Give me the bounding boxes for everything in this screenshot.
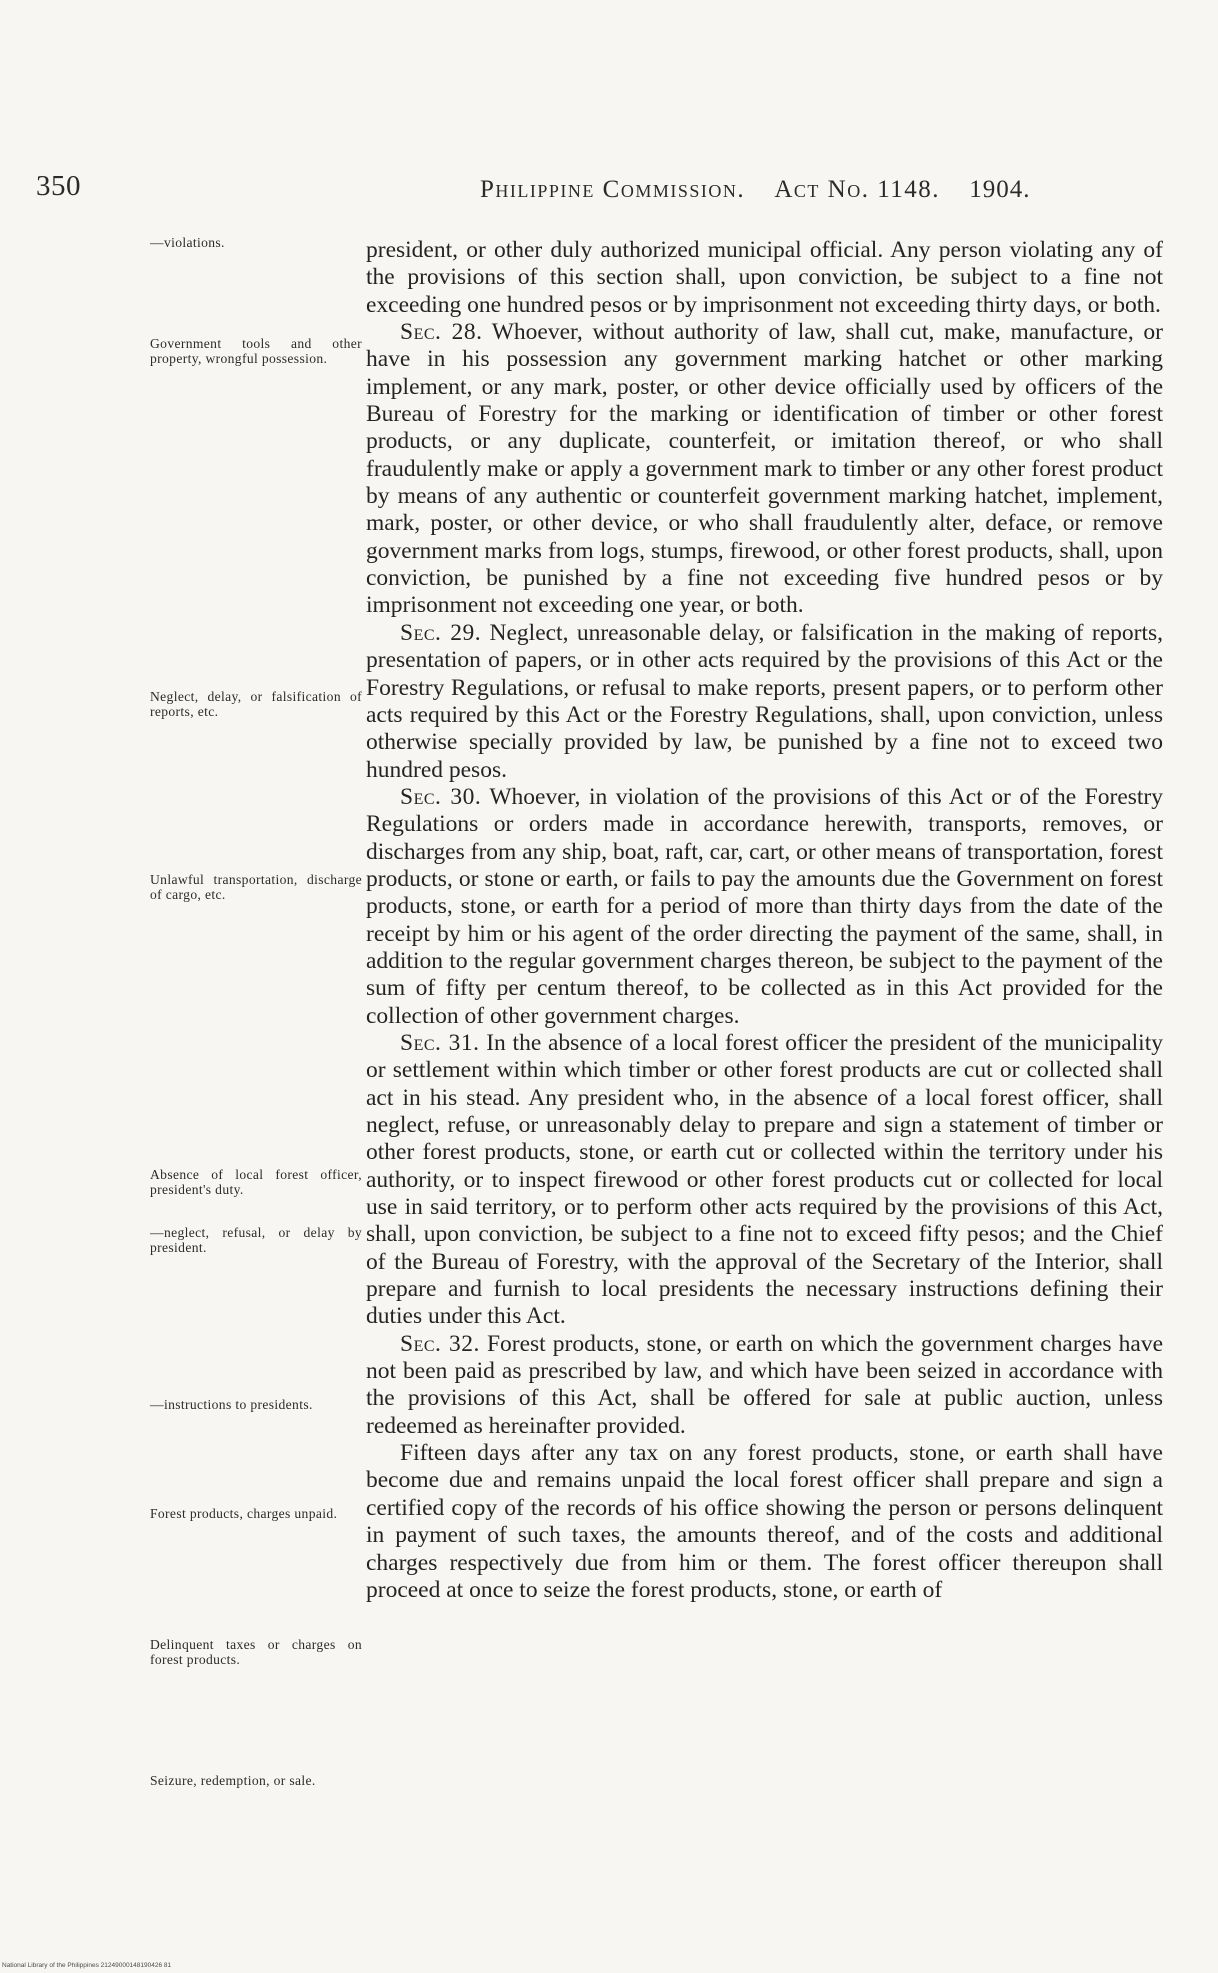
section-label: Sec. 32.: [400, 1330, 480, 1357]
section-label: Sec. 30.: [400, 783, 482, 810]
paragraph-sec-30: [366, 784, 1163, 1030]
paragraph-sec-32: [366, 1331, 1163, 1440]
paragraph-text: Whoever, in violation of the provisions of this Act or of the Forestry Regulations or orders made in accordance herewith, transports, removes, or discharges from any ship, boat, raft, car, cart, or other means of transportation, forest products, or stone or earth, or fails to pay the amounts due the Government on forest products, stone, or earth for a period of more than thirty days from the date of the receipt by him or his agent of the order directing the payment of the same, shall, in addition to the regular government charges thereon, be subject to the payment of the sum of fifty per centum thereof, to be collected as in this Act provided for the collection of other government charges.: [366, 783, 1163, 1029]
paragraph-sec-29: [366, 620, 1163, 784]
paragraph-text: Fifteen days after any tax on any forest products, stone, or earth shall have become due and remains unpaid the local forest officer shall prepare and sign a certified copy of the records of his office showing the person or persons delinquent in payment of such taxes, the amounts thereof, and of the costs and additional charges respectively due from him or them. The forest officer thereupon shall proceed at once to seize the forest products, stone, or earth of: [366, 1440, 1163, 1603]
paragraph-text: Forest products, stone, or earth on which the government charges have not been paid as prescribed by law, and which have been seized in accordance with the provisions of this Act, shall be offered for sale at public auction, unless redeemed as hereinafter provided.: [366, 1330, 1163, 1439]
running-head-year: 1904.: [969, 176, 1031, 203]
scan-source-strip: National Library of the Philippines 21249000148190426 81: [2, 1962, 172, 1969]
paragraph-text: In the absence of a local forest officer the president of the municipality or settlement within which timber or other forest products are cut or collected shall act in his stead. Any president who, in the absence of a local forest officer, shall neglect, refuse, or unreasonably delay to prepare and sign a statement of timber or other forest products, stone, or earth cut or collected within the territory under his authority, or to inspect firewood or other forest products cut or collected for local use in said territory, or to perform other acts required by the provisions of this Act, shall, upon conviction, be subject to a fine not to exceed fifty pesos; and the Chief of the Bureau of Forestry, with the approval of the Secretary of the Interior, shall prepare and furnish to local presidents the necessary instructions defining their duties under this Act.: [366, 1029, 1163, 1330]
margin-note: Forest products, charges unpaid.: [150, 1506, 338, 1521]
section-label: Sec. 29.: [400, 619, 482, 646]
page-number: 350: [36, 170, 81, 202]
running-head-commission: Philippine Commission.: [480, 176, 746, 203]
paragraph-sec-28: [366, 319, 1163, 620]
margin-note: —instructions to presidents.: [150, 1397, 313, 1412]
margin-note: Neglect, delay, or falsification of reports, etc.: [150, 689, 362, 719]
paragraph-sec-31: [366, 1030, 1163, 1331]
margin-note: Absence of local forest officer, president's duty.: [150, 1167, 362, 1197]
margin-note: Seizure, redemption, or sale.: [150, 1773, 316, 1788]
body-text: [366, 237, 1163, 1604]
paragraph-text: Whoever, without authority of law, shall cut, make, manufacture, or have in his possession any government marking hatchet or other marking implement, or any mark, poster, or other device officially used by officers of the Bureau of Forestry for the marking or identification of timber or other forest products, or any duplicate, counterfeit, or imitation thereof, or who shall fraudulently make or apply a government mark to timber or any other forest product by means of any authentic or counterfeit government marking hatchet, implement, mark, poster, or other device, or who shall fraudulently alter, deface, or remove government marks from logs, stumps, firewood, or other forest products, shall, upon conviction, be punished by a fine not exceeding five hundred pesos or by imprisonment not exceeding one year, or both.: [366, 319, 1164, 619]
paragraph-text: president, or other duly authorized municipal official. Any person violating any of the provisions of this section shall, upon conviction, be subject to a fine not exceeding one hundred pesos or by imprisonment not exceeding thirty days, or both.: [366, 237, 1163, 318]
running-head-act: Act No. 1148.: [774, 176, 941, 203]
section-label: Sec. 31.: [400, 1029, 480, 1056]
paragraph-text: Neglect, unreasonable delay, or falsification in the making of reports, presentation of papers, or in other acts required by the provisions of this Act or the Forestry Regulations, or refusal to make reports, present papers, or to perform other acts required by this Act or the Forestry Regulations, shall, upon conviction, unless otherwise specially provided by law, be punished by a fine not to exceed two hundred pesos.: [366, 619, 1164, 783]
margin-note: Delinquent taxes or charges on forest products.: [150, 1637, 362, 1667]
paragraph: [366, 237, 1163, 319]
paragraph: [366, 1440, 1163, 1604]
margin-note: —violations.: [150, 235, 225, 250]
section-label: Sec. 28.: [400, 319, 483, 346]
running-head: [480, 176, 1031, 204]
margin-note: Unlawful transportation, discharge of cargo, etc.: [150, 872, 362, 902]
margin-note: —neglect, refusal, or delay by president.: [150, 1225, 362, 1255]
margin-note: Government tools and other property, wrongful possession.: [150, 336, 362, 366]
